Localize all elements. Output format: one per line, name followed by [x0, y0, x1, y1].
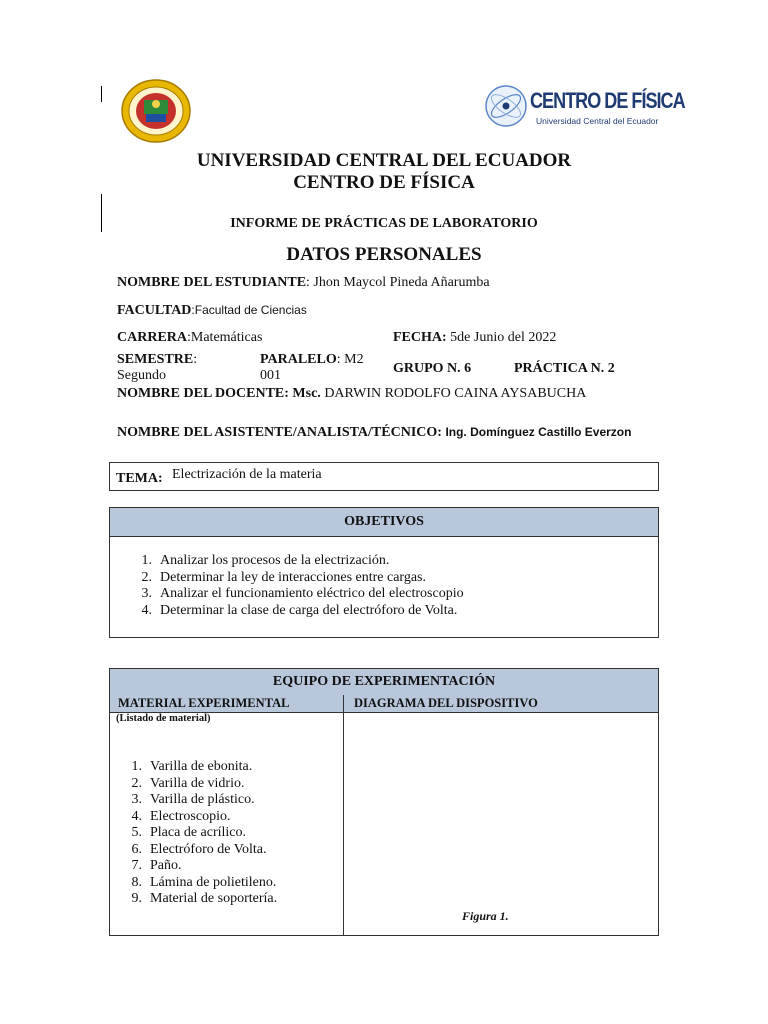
page-title-line1: UNIVERSIDAD CENTRAL DEL ECUADOR: [196, 150, 572, 171]
semester-colon: :: [193, 352, 198, 367]
material-list: [120, 759, 277, 908]
assistant-label: NOMBRE DEL ASISTENTE/ANALISTA/TÉCNICO:: [117, 425, 442, 440]
assistant-field: [117, 425, 631, 441]
career-field: [117, 330, 262, 346]
list-item: 5. Placa de acrílico.: [131, 825, 247, 840]
semester-value: Segundo: [117, 368, 166, 383]
list-item: 3. Varilla de plástico.: [131, 792, 255, 807]
semester-label: SEMESTRE: [117, 352, 194, 367]
career-value: :Matemáticas: [187, 330, 263, 345]
student-value: : Jhon Maycol Pineda Añarumba: [306, 275, 490, 290]
logo-subtitle: Universidad Central del Ecuador: [536, 116, 659, 126]
atom-icon: [484, 84, 528, 128]
objetivos-header: OBJETIVOS: [110, 508, 658, 537]
material-column-header: MATERIAL EXPERIMENTAL: [118, 696, 290, 710]
parallel-value-2: 001: [260, 368, 281, 383]
text-cursor-mark: [101, 86, 102, 102]
list-item: 1. Varilla de ebonita.: [131, 759, 253, 774]
practice-number: PRÁCTICA N. 2: [514, 361, 615, 376]
parallel-value-1: : M2: [336, 352, 364, 367]
equipo-box: [109, 668, 659, 936]
list-item: 6. Electróforo de Volta.: [131, 841, 267, 857]
list-item: 4. Electroscopio.: [131, 808, 231, 824]
figure-caption: Figura 1.: [462, 909, 509, 923]
objetivos-list: [130, 553, 464, 619]
list-item: 9. Material de soportería.: [131, 891, 278, 906]
diagram-column-header: DIAGRAMA DEL DISPOSITIVO: [354, 696, 538, 710]
equipo-header: EQUIPO DE EXPERIMENTACIÓN: [110, 669, 658, 696]
university-seal-logo: [120, 78, 192, 144]
assistant-value: Ing. Domínguez Castillo Everzon: [445, 425, 632, 439]
date-field: [393, 330, 556, 346]
date-label: FECHA:: [393, 330, 447, 345]
list-item: 2. Varilla de vidrio.: [131, 775, 245, 791]
list-item: 3. Analizar el funcionamiento eléctrico del electroscopio: [141, 586, 464, 601]
tema-value: Electrización de la materia: [172, 467, 322, 482]
report-subtitle: INFORME DE PRÁCTICAS DE LABORATORIO: [230, 216, 538, 231]
semester-field: [117, 352, 197, 384]
equipo-column-header-row: [110, 695, 658, 713]
list-item: 8. Lámina de polietileno.: [131, 874, 277, 890]
teacher-title: Msc.: [288, 386, 321, 401]
parallel-field: [260, 352, 364, 384]
list-item: 1. Analizar los procesos de la electrización.: [141, 553, 390, 568]
section-title: DATOS PERSONALES: [286, 244, 482, 265]
logo-brand: CENTRO DE FÍSICA: [530, 88, 685, 113]
parallel-label: PARALELO: [260, 352, 337, 367]
list-item: 2. Determinar la ley de interacciones entre cargas.: [141, 569, 426, 585]
teacher-value: DARWIN RODOLFO CAINA AYSABUCHA: [320, 386, 587, 401]
career-label: CARRERA: [117, 330, 187, 345]
list-item: 7. Paño.: [131, 858, 182, 873]
diagram-area: [344, 713, 658, 936]
teacher-field: [117, 386, 586, 402]
objetivos-box: [109, 507, 659, 638]
student-label: NOMBRE DEL ESTUDIANTE: [117, 275, 307, 290]
faculty-value: :Facultad de Ciencias: [191, 303, 307, 317]
teacher-label: NOMBRE DEL DOCENTE:: [117, 386, 289, 401]
group-number: GRUPO N. 6: [393, 361, 472, 376]
student-field: [117, 275, 490, 291]
tema-box: [109, 462, 659, 491]
faculty-field: [117, 303, 307, 319]
list-item: 4. Determinar la clase de carga del electróforo de Volta.: [141, 602, 458, 618]
faculty-label: FACULTAD: [117, 303, 192, 318]
centro-de-fisica-logo: [484, 84, 685, 132]
page-title-line2: CENTRO DE FÍSICA: [293, 172, 475, 193]
date-value: 5de Junio del 2022: [446, 330, 557, 345]
material-list-note: (Listado de material): [116, 713, 211, 724]
tema-label: TEMA:: [116, 471, 163, 486]
